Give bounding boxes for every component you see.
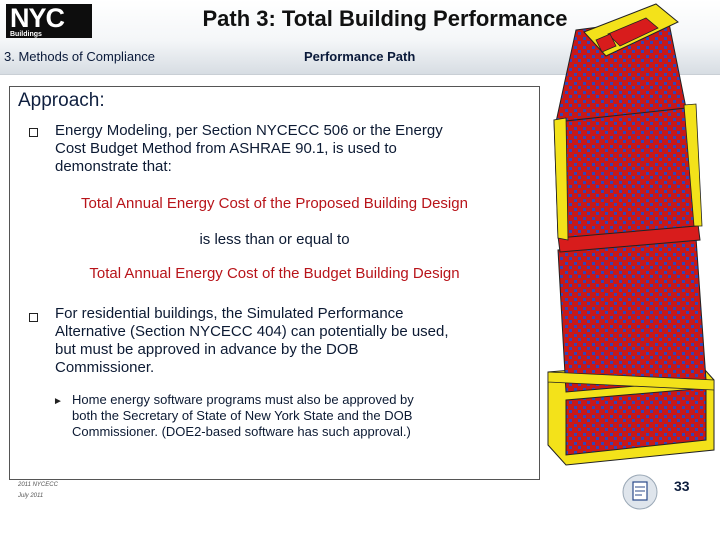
bullet-1-line-2: Cost Budget Method from ASHRAE 90.1, is used to [55, 140, 397, 157]
building-energy-model-image [546, 0, 720, 470]
bullet-2-line-1: For residential buildings, the Simulated Performance [55, 305, 404, 322]
document-icon [622, 474, 658, 510]
approach-heading: Approach: [18, 90, 105, 111]
arrow-bullet-icon: ► [53, 396, 63, 407]
proposed-design-emphasis: Total Annual Energy Cost of the Proposed Building Design [81, 195, 468, 212]
nyc-buildings-logo [6, 4, 92, 38]
footer-note-line-1: 2011 NYCECC [18, 482, 58, 488]
comparison-text: is less than or equal to [199, 231, 350, 248]
content-box [9, 86, 540, 480]
sub-bullet-line-3: Commissioner. (DOE2-based software has such approval.) [72, 424, 411, 439]
page-number: 33 [674, 478, 690, 494]
square-bullet-icon [29, 128, 38, 137]
section-label: 3. Methods of Compliance [4, 49, 156, 64]
bullet-1-line-3: demonstrate that: [55, 158, 172, 175]
footer-note-line-2: July 2011 [18, 493, 44, 499]
slide-title: Path 3: Total Building Performance [202, 6, 568, 31]
footer-note [18, 480, 58, 502]
sub-bullet-line-1: Home energy software programs must also be approved by [72, 392, 414, 407]
logo-text: NYC [10, 3, 65, 33]
sub-bullet-line-2: both the Secretary of State of New York State and the DOB [72, 408, 413, 423]
square-bullet-icon [29, 313, 38, 322]
logo-subtext: Buildings [10, 31, 42, 38]
bullet-2-line-4: Commissioner. [55, 359, 155, 376]
budget-design-emphasis: Total Annual Energy Cost of the Budget Building Design [89, 265, 460, 282]
bullet-1-line-1: Energy Modeling, per Section NYCECC 506 or the Energy [55, 122, 443, 139]
bullet-2-line-3: but must be approved in advance by the DOB [55, 341, 359, 358]
topic-label: Performance Path [304, 49, 416, 64]
bullet-2-line-2: Alternative (Section NYCECC 404) can potentially be used, [55, 323, 449, 340]
